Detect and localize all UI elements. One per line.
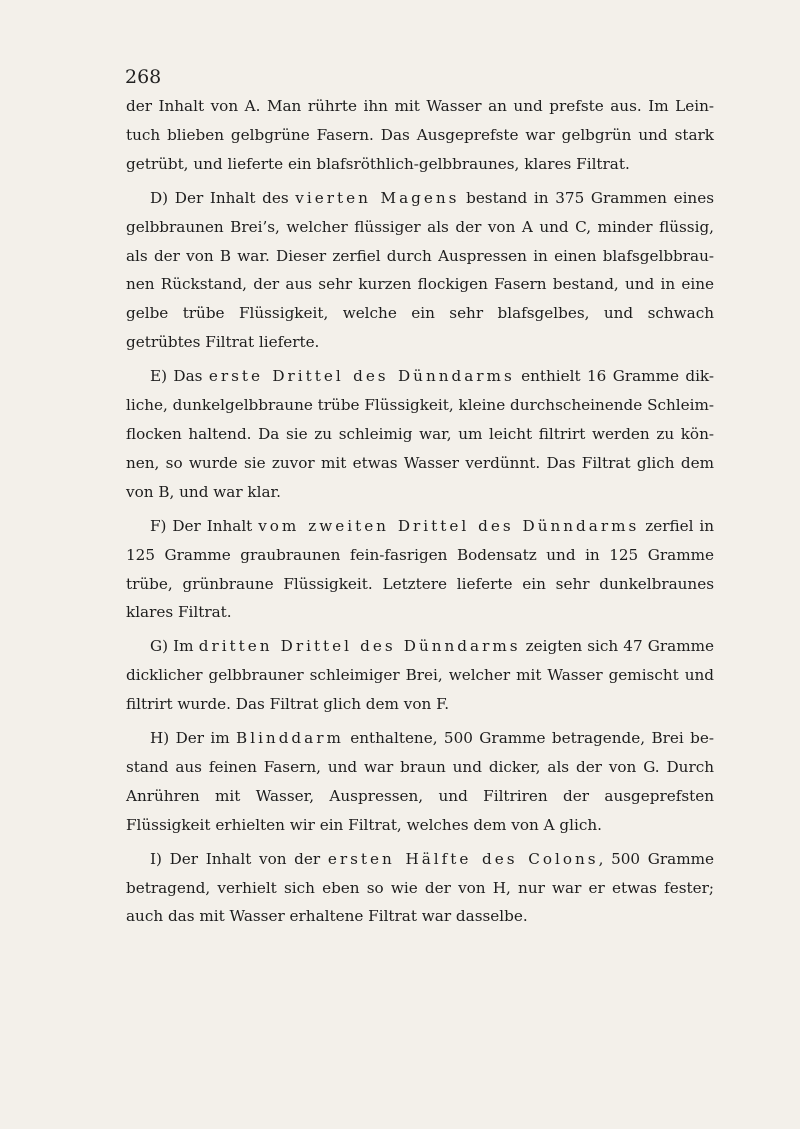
paragraph-text: bestand in 375 Grammen eines gelbbraunen Brei’s, welcher flüssiger als der von A und C, minder flüssig, als der von B war. Dieser zerfiel durch Auspressen in einen blafsgelbbrau- nen Rückstand, der aus sehr kurzen flockigen Fasern bestand, und in eine gelbe trübe Flüssigkeit, welche ein sehr blafsgelbes, und schwach getrübtes Filtrat lieferte.	[126, 188, 714, 352]
paragraph-text: G) Im	[150, 637, 199, 656]
paragraph-text: der Inhalt von A. Man rührte ihn mit Wasser an und prefste aus. Im Lein- tuch blieben gelbgrüne Fasern. Das Ausgeprefste war gelbgrün und stark getrübt, und lieferte ein blafsröthlich-gelbbraunes, klares Filtrat.	[126, 97, 714, 173]
paragraph-D	[126, 184, 714, 357]
paragraph-text: zeigten sich 47 Gramme dicklicher gelbbrauner schleimiger Brei, welcher mit Wasser gemischt und filtrirt wurde. Das Filtrat glich dem von F.	[126, 637, 714, 714]
spaced-emphasis: ersten Hälfte des Colons	[327, 849, 599, 868]
body-text	[126, 92, 714, 936]
paragraph-text: E) Das	[150, 367, 209, 386]
paragraph-E	[126, 362, 714, 507]
paragraph-text: I) Der Inhalt von der	[150, 849, 328, 868]
paragraph-text: enthielt 16 Gramme dik- liche, dunkelgelbbraune trübe Flüssigkeit, kleine durchscheinende Schleim- flocken haltend. Da sie zu schleimig war, um leicht filtrirt werden zu kön- nen, so wurde sie zuvor mit etwas Wasser verdünnt. Das Filtrat glich dem von B, und war klar.	[126, 367, 715, 501]
paragraph-text: F) Der Inhalt	[150, 516, 259, 535]
paragraph-text: enthaltene, 500 Gramme betragende, Brei be- stand aus feinen Fasern, und war braun und dicker, als der von G. Durch Anrühren mit Wasser, Auspressen, und Filtriren der ausgeprefsten Flüssigkeit erhielten wir ein Filtrat, welches dem von A glich.	[126, 729, 714, 834]
paragraph-F	[126, 512, 714, 628]
paragraph-H	[126, 724, 714, 840]
spaced-emphasis: vierten Magens	[295, 188, 460, 207]
paragraph-text: D) Der Inhalt des	[150, 188, 296, 207]
paragraph-G	[126, 632, 714, 719]
paragraph-text: zerfiel in 125 Gramme graubraunen fein-fasrigen Bodensatz und in 125 Gramme trübe, grünbraune Flüssigkeit. Letztere lieferte ein sehr dunkelbraunes klares Filtrat.	[126, 516, 714, 622]
spaced-emphasis: dritten Drittel des Dünndarms	[198, 637, 521, 656]
paragraph-intro	[126, 92, 714, 179]
page-number: 268	[125, 66, 162, 88]
paragraph-text: , 500 Gramme betragend, verhielt sich eben so wie der von H, nur war er etwas fester; auch das mit Wasser erhaltene Filtrat war dasselbe.	[126, 849, 714, 926]
spaced-emphasis: Blinddarm	[236, 729, 344, 748]
paragraph-I	[126, 845, 714, 932]
spaced-emphasis: vom zweiten Drittel des Dünndarms	[258, 516, 640, 535]
paragraph-text: H) Der im	[150, 729, 237, 748]
spaced-emphasis: erste Drittel des Dünndarms	[208, 367, 515, 386]
